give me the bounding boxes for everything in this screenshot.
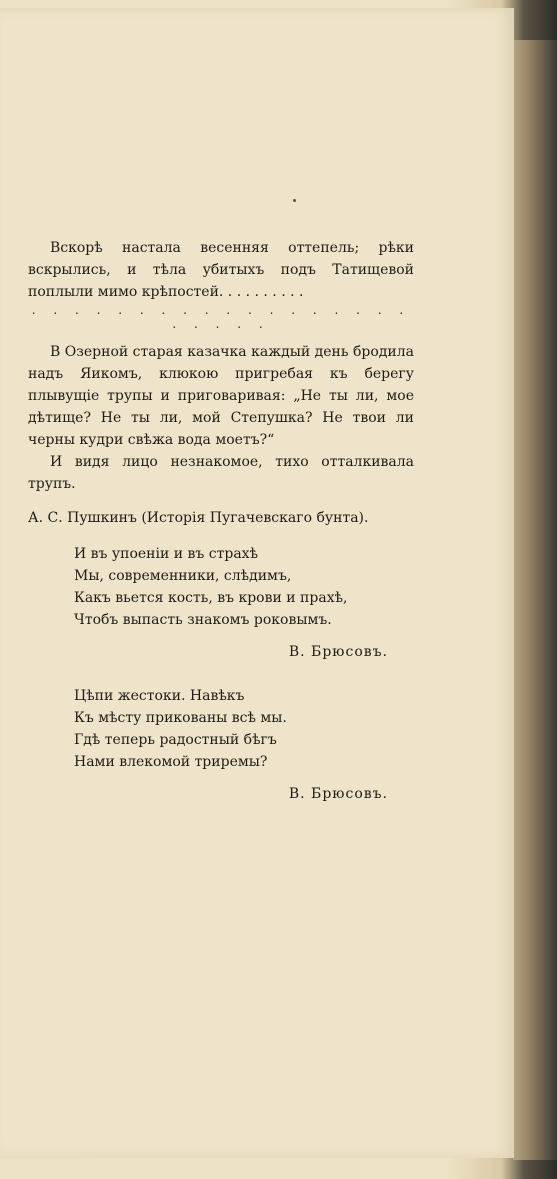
- prose-attribution: А. С. Пушкинъ (Исторія Пугачевскаго бунта).: [28, 510, 369, 526]
- poem-line: Къ мѣсту прикованы всѣ мы.: [74, 710, 287, 726]
- book-page: [0, 8, 514, 1158]
- poem-line: Чтобъ выпасть знакомъ роковымъ.: [74, 612, 332, 628]
- poem-2: [74, 685, 414, 773]
- poem-line: Нами влекомой триремы?: [74, 754, 268, 770]
- poem-line: Мы, современники, слѣдимъ,: [74, 568, 292, 584]
- poem-2-author: В. Брюсовъ.: [288, 786, 388, 802]
- poem-line: Гдѣ теперь радостный бѣгъ: [74, 732, 277, 748]
- ellipsis-line: . . . . . . . . . . . . . . . . . . . . . . .: [31, 303, 411, 331]
- page-speck: [293, 199, 296, 202]
- prose-paragraph-2: В Озерной старая казачка каждый день бродила надъ Яикомъ, клюкою пригребая къ берегу плывущіе трупы и приговаривая: „Не ты ли, мое дѣтище? Не ты ли, мой Степушка? Не твои ли черны кудри свѣжа вода моетъ?“: [28, 344, 414, 448]
- poem-1-author: В. Брюсовъ.: [288, 644, 388, 660]
- page-text: [28, 237, 414, 805]
- prose-paragraph-3: И видя лицо незнакомое, тихо отталкивала трупъ.: [28, 454, 414, 492]
- poem-line: Цѣпи жестоки. Навѣкъ: [74, 688, 245, 704]
- poem-line: Какъ вьется кость, въ крови и прахѣ,: [74, 590, 348, 606]
- poem-1: [74, 543, 414, 631]
- poem-line: И въ упоеніи и въ страхѣ: [74, 546, 259, 562]
- book-spine: [513, 40, 557, 1160]
- prose-paragraph-1: Вскорѣ настала весенняя оттепель; рѣки вскрылись, и тѣла убитыхъ подъ Татищевой поплыли мимо крѣпостей. . . . . . . . . .: [28, 240, 414, 300]
